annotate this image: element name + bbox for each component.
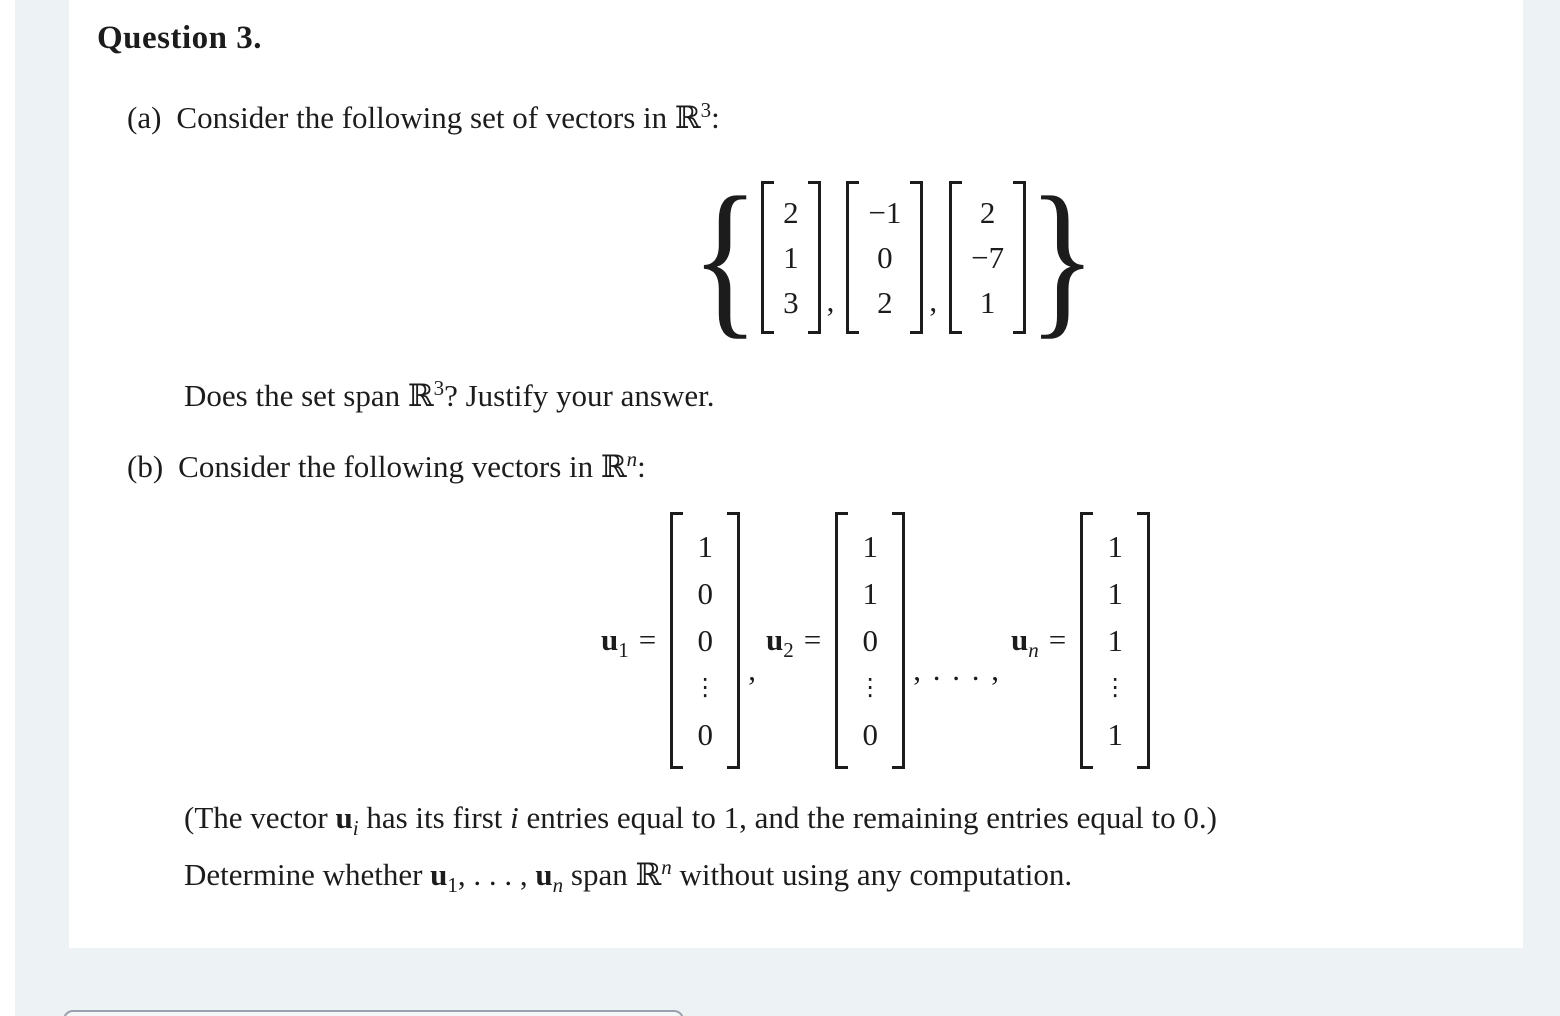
part-a-intro-prefix: Consider the following set of vectors in xyxy=(176,100,675,135)
separator-ellipsis: , . . . , xyxy=(913,652,1001,687)
note-text: (The vector xyxy=(184,800,336,835)
right-bracket xyxy=(1013,181,1026,334)
reals-symbol: ℝ xyxy=(635,857,662,893)
part-a-label: (a) xyxy=(127,100,162,135)
left-bracket xyxy=(835,512,848,769)
vector-entry: 1 xyxy=(979,284,996,320)
final-text: span xyxy=(563,857,636,892)
vector-entry: 0 xyxy=(697,716,713,752)
separator-comma: , xyxy=(826,283,835,318)
part-a-question-row xyxy=(184,375,714,417)
right-bracket xyxy=(808,181,821,334)
u-symbol: u xyxy=(430,857,448,892)
vector-entry: 2 xyxy=(979,194,996,230)
note-text: entries equal to 1, and the remaining entries equal to 0.) xyxy=(518,800,1217,835)
vector-entries xyxy=(859,181,910,334)
vector-entry: 0 xyxy=(697,575,713,611)
vector-entries xyxy=(1093,512,1137,769)
vector-entry: 1 xyxy=(1107,575,1123,611)
part-a-intro-suffix: : xyxy=(711,100,720,135)
equals-sign: = xyxy=(1048,622,1067,657)
vector-entry: 0 xyxy=(697,622,713,658)
part-b-final-row xyxy=(184,854,1072,896)
footer-panel[interactable] xyxy=(63,1010,684,1016)
vector-entry: −1 xyxy=(868,194,902,230)
vector-entry: 1 xyxy=(1107,528,1123,564)
part-a-question-suffix: ? Justify your answer. xyxy=(444,378,715,413)
u-subscript: n xyxy=(552,873,564,897)
reals-symbol: ℝ xyxy=(674,100,701,136)
reals-symbol: ℝ xyxy=(600,449,627,485)
u1-label xyxy=(601,622,657,662)
vector-entries xyxy=(962,181,1013,334)
question-card xyxy=(69,0,1523,948)
vector-entry: 1 xyxy=(1107,622,1123,658)
left-white-strip xyxy=(0,0,15,1016)
left-bracket xyxy=(1080,512,1093,769)
reals-symbol: ℝ xyxy=(407,378,434,414)
vector-entry: 1 xyxy=(862,575,878,611)
vector-entry: −7 xyxy=(971,239,1005,275)
note-text: has its first xyxy=(358,800,511,835)
left-bracket xyxy=(949,181,962,334)
vector-entry: 0 xyxy=(862,622,878,658)
final-text: Determine whether xyxy=(184,857,431,892)
left-bracket xyxy=(761,181,774,334)
open-brace: { xyxy=(691,160,760,354)
final-ellipsis: , . . . , xyxy=(457,857,536,892)
u-symbol: u xyxy=(335,800,353,835)
u1-column-vector xyxy=(670,512,740,769)
vector-entry: 2 xyxy=(783,194,799,230)
equals-sign: = xyxy=(638,622,657,657)
part-b-label: (b) xyxy=(127,449,164,484)
vector-entries xyxy=(774,181,808,334)
right-bracket xyxy=(892,512,905,769)
part-a-question-prefix: Does the set span xyxy=(184,378,408,413)
vector-entry: 0 xyxy=(877,239,893,275)
part-a-intro-row xyxy=(127,97,720,139)
u-subscript: i xyxy=(352,816,359,840)
vector-entry: 0 xyxy=(862,716,878,752)
vector-entry: 3 xyxy=(783,284,799,320)
part-b-intro-row xyxy=(127,446,646,488)
u-vectors-display xyxy=(601,500,1150,780)
un-column-vector xyxy=(1080,512,1150,769)
part-b-intro-suffix: : xyxy=(637,449,646,484)
u-subscript: 1 xyxy=(447,873,458,897)
question-title: Question 3. xyxy=(97,20,263,56)
column-vector-1 xyxy=(761,181,821,334)
u-symbol: u xyxy=(535,857,553,892)
u-subscript: 2 xyxy=(783,638,794,662)
vertical-dots: ⋮ xyxy=(693,672,718,701)
separator-comma: , xyxy=(929,283,938,318)
reals-exponent: n xyxy=(626,447,638,471)
left-bracket xyxy=(670,512,683,769)
index-variable: i xyxy=(510,800,519,835)
u-subscript: n xyxy=(1028,638,1039,662)
final-text: without using any computation. xyxy=(671,857,1073,892)
vector-entry: 1 xyxy=(697,528,713,564)
right-bracket xyxy=(1137,512,1150,769)
column-vector-3 xyxy=(949,181,1026,334)
vector-entries xyxy=(848,512,892,769)
vector-entry: 1 xyxy=(1107,716,1123,752)
u2-label xyxy=(765,622,822,662)
vector-entry: 2 xyxy=(877,284,893,320)
u-symbol: u xyxy=(765,622,784,657)
reals-exponent: 3 xyxy=(433,376,445,400)
part-b-note-row xyxy=(184,797,1217,839)
vector-entry: 1 xyxy=(862,528,878,564)
vector-entries xyxy=(683,512,727,769)
u2-column-vector xyxy=(835,512,905,769)
un-label xyxy=(1010,622,1067,662)
reals-exponent: n xyxy=(661,855,672,879)
right-bracket xyxy=(910,181,923,334)
right-bracket xyxy=(727,512,740,769)
u-symbol: u xyxy=(1010,622,1029,657)
equals-sign: = xyxy=(803,622,822,657)
vertical-dots: ⋮ xyxy=(858,672,883,701)
separator-comma: , xyxy=(748,652,756,687)
u-subscript: 1 xyxy=(618,638,629,662)
left-bracket xyxy=(846,181,859,334)
vertical-dots: ⋮ xyxy=(1103,672,1128,701)
u-symbol: u xyxy=(601,622,619,657)
column-vector-2 xyxy=(846,181,923,334)
part-b-intro-prefix: Consider the following vectors in xyxy=(178,449,601,484)
close-brace: } xyxy=(1028,160,1097,354)
vector-set-display xyxy=(689,157,1098,357)
reals-exponent: 3 xyxy=(700,98,712,122)
vector-entry: 1 xyxy=(783,239,799,275)
